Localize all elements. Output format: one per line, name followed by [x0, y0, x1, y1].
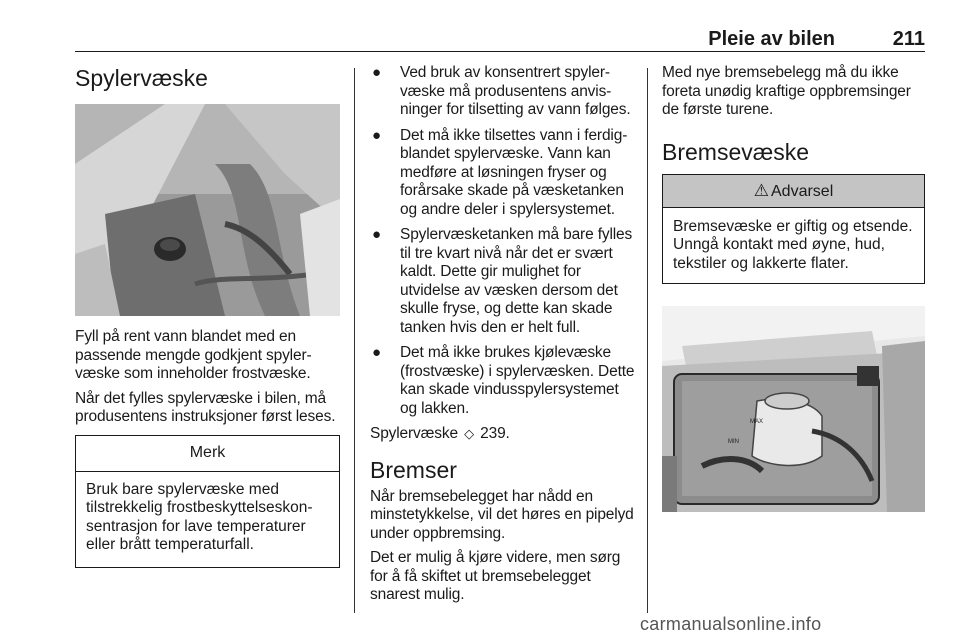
- washer-paragraph-1: Fyll på rent vann blandet med en passende mengde godkjent spylervæske som inneholder frostvæske.: [75, 328, 312, 382]
- brakes-paragraph-3: Med nye bremsebelegg må du ikke foreta unødig kraftige oppbremsinger de første turene.: [662, 64, 911, 118]
- list-item: ● Ved bruk av konsentrert spylervæske må produsentens anvisninger for tilsetting av vann følges.: [372, 64, 631, 118]
- page-number: 211: [892, 28, 925, 50]
- warning-text: Bremsevæske er giftig og etsende. Unngå kontakt med øyne, hud, tekstiler og lakkerte flater.: [673, 217, 913, 272]
- warning-title: Advarsel: [771, 182, 834, 200]
- heading-brakes: Bremser: [370, 456, 457, 483]
- column-right: [662, 64, 925, 512]
- page-header: [75, 22, 925, 50]
- brakes-paragraph-1: Når bremsebelegget har nådd en minstetykkelse, vil det høres en pipelyd under oppbremsing.: [370, 487, 634, 542]
- min-label: MIN: [728, 439, 739, 445]
- warning-header: [663, 175, 924, 208]
- washer-paragraph-2: Når det fylles spylervæske i bilen, må produsentens instruksjoner først leses.: [75, 389, 336, 425]
- list-item: ● Det må ikke brukes kjølevæske (frostvæske) i spylervæsken. Dette kan skade vindusspylersystemet og lakken.: [372, 344, 635, 417]
- warning-box: [662, 174, 925, 285]
- warning-triangle-icon: ⚠: [753, 180, 769, 200]
- list-item: ● Det må ikke tilsettes vann i ferdigblandet spylervæske. Vann kan medføre at løsningen fryser og forårsake skade på væsketanken og andre deler i spylersystemet.: [372, 126, 628, 218]
- page-reference[interactable]: Spylervæske ◇ 239.: [370, 425, 510, 442]
- watermark: carmanualsonline.info: [640, 614, 822, 634]
- note-box: [75, 435, 340, 568]
- arrow-reference-icon: ◇: [464, 426, 474, 441]
- bullet-icon: ●: [372, 126, 381, 144]
- column-divider-2: [647, 68, 648, 613]
- section-title: Pleie av bilen: [708, 28, 835, 50]
- heading-brake-fluid: Bremsevæske: [662, 138, 809, 165]
- washer-reservoir-photo: [75, 104, 340, 316]
- bullet-icon: ●: [372, 64, 381, 81]
- heading-washer-fluid: Spylervæske: [75, 65, 208, 91]
- brakes-paragraph-2: Det er mulig å kjøre videre, men sørg for å få skiftet ut bremsebelegget snarest mulig.: [370, 549, 621, 603]
- header-rule: [75, 51, 925, 52]
- list-item: ● Spylervæsketanken må bare fylles til tre kvart nivå når det er svært kaldt. Dette gir mulighet for utvidelse av væsken dersom det skulle fryse, og dette kan skade tanken hvis den er helt full.: [372, 226, 633, 336]
- column-middle: [370, 64, 635, 611]
- column-divider-1: [354, 68, 355, 613]
- bullet-icon: ●: [372, 344, 381, 361]
- note-title: Merk: [76, 436, 339, 472]
- max-label: MAX: [750, 419, 764, 425]
- column-left: [75, 64, 340, 568]
- note-text: Bruk bare spylervæske med tilstrekkelig frostbeskyttelseskonsentrasjon for lave temperaturer eller brått temperaturfall.: [86, 480, 313, 553]
- washer-bullet-list: [370, 64, 635, 418]
- brake-fluid-reservoir-photo: [662, 306, 925, 512]
- bullet-icon: ●: [372, 226, 381, 243]
